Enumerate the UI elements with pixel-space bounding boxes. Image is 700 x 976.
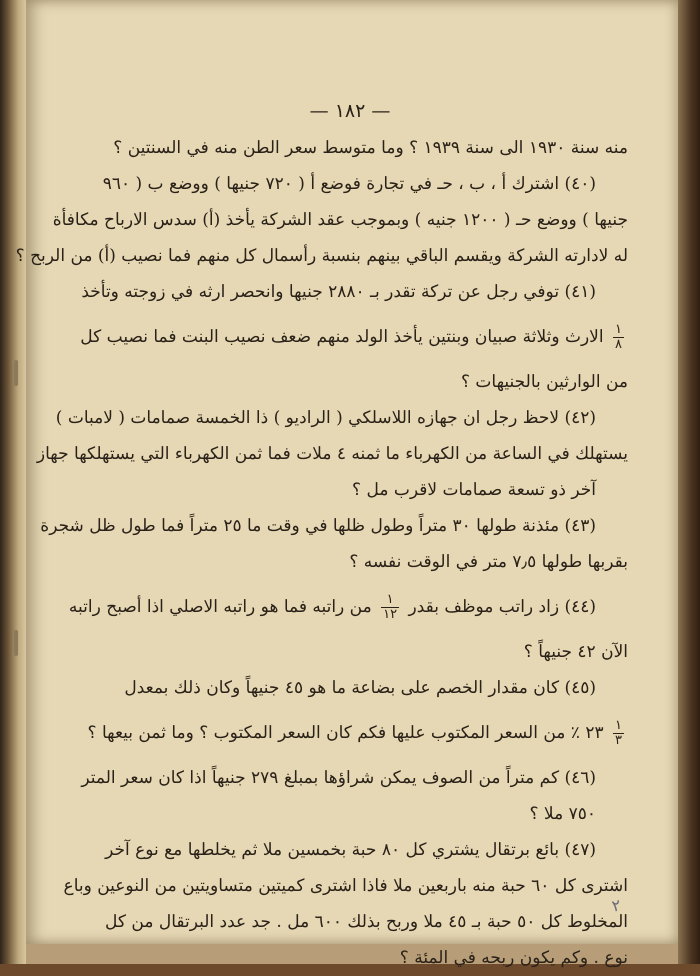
text-line: (٤١) توفي رجل عن تركة تقدر بـ ٢٨٨٠ جنيها وانحصر ارثه في زوجته وتأخذ [81, 282, 596, 302]
text-line: (٤٥) كان مقدار الخصم على بضاعة ما هو ٤٥ جنيهاً وكان ذلك بمعدل [124, 678, 596, 698]
text-line: (٤٣) مئذنة طولها ٣٠ متراً وطول ظلها في وقت ما ٢٥ متراً فما طول ظل شجرة [40, 516, 596, 536]
fraction-one-twelfth [381, 593, 399, 622]
fraction-numerator: ١ [615, 322, 622, 337]
text-segment: ٢٣ [585, 723, 604, 743]
text-line: الآن ٤٢ جنيهاً ؟ [523, 642, 628, 662]
text-line: اشترى كل ٦٠ حبة منه باربعين ملا فاذا اشترى كميتين متساويتين من النوعين وباع [63, 876, 628, 896]
fraction-one-third [613, 719, 624, 748]
page-edge-right [678, 0, 700, 964]
text-line: نوع . وكم يكون ربحه في المئة ؟ [399, 948, 628, 968]
text-segment: الارث وثلاثة صبيان وبنتين يأخذ الولد منهم ضعف نصيب البنت فما نصيب كل [80, 327, 604, 347]
text-segment: ٪ من السعر المكتوب عليها فكم كان السعر المكتوب ؟ وما ثمن بيعها ؟ [87, 723, 580, 743]
book-binding [0, 0, 26, 964]
binding-stitch [14, 360, 18, 386]
text-line: (٤٢) لاحظ رجل ان جهازه اللاسلكي ( الراديو ) ذا الخمسة صمامات ( لامبات ) [55, 408, 596, 428]
fraction-numerator: ١ [381, 593, 399, 608]
text-line-with-fraction [80, 310, 628, 364]
text-line: ٧٥٠ ملا ؟ [529, 804, 596, 824]
text-line: (٤٠) اشترك أ ، ب ، حـ في تجارة فوضع أ ( ٧٢٠ جنيها ) ووضع ب ( ٩٦٠ [102, 174, 596, 194]
fraction-denominator: ٨ [615, 337, 622, 352]
text-line: منه سنة ١٩٣٠ الى سنة ١٩٣٩ ؟ وما متوسط سعر الطن منه في السنتين ؟ [113, 138, 628, 158]
problem-text [15, 130, 628, 976]
text-line: آخر ذو تسعة صمامات لاقرب مل ؟ [352, 480, 596, 500]
text-line-with-fraction [80, 706, 628, 760]
text-line: من الوارثين بالجنيهات ؟ [460, 372, 628, 392]
text-segment: (٤٤) زاد راتب موظف بقدر [408, 597, 596, 617]
fraction-numerator: ١ [615, 718, 622, 733]
fraction-denominator: ٣ [615, 733, 622, 748]
text-line-with-fraction [68, 580, 628, 634]
text-line: (٤٦) كم متراً من الصوف يمكن شراؤها بمبلغ ٢٧٩ جنيهاً اذا كان سعر المتر [81, 768, 596, 788]
text-line: (٤٧) بائع برتقال يشتري كل ٨٠ حبة بخمسين ملا ثم يخلطها مع نوع آخر [105, 840, 596, 860]
fraction-denominator: ١٢ [383, 607, 398, 622]
text-line: المخلوط كل ٥٠ حبة بـ ٤٥ ملا وربح بذلك ٦٠٠ مل . جد عدد البرتقال من كل [105, 912, 628, 932]
text-line: يستهلك في الساعة من الكهرباء ما ثمنه ٤ ملات فما ثمن الكهرباء التي يستهلكها جهاز [36, 444, 628, 464]
fraction-one-eighth [613, 323, 624, 352]
text-line: جنيها ) ووضع حـ ( ١٢٠٠ جنيه ) وبموجب عقد الشركة يأخذ (أ) سدس الارباح مكافأة [52, 210, 628, 230]
text-line: بقربها طولها ٧٫٥ متر في الوقت نفسه ؟ [349, 552, 628, 572]
text-segment: من راتبه فما هو راتبه الاصلي اذا أصبح راتبه [68, 597, 372, 617]
page-number: — ١٨٢ — [309, 100, 391, 122]
text-line: له لادارته الشركة ويقسم الباقي بينهم بنسبة رأسمال كل منهم فما نصيب (أ) من الربح ؟ [15, 246, 628, 266]
binding-stitch [14, 630, 18, 656]
pencil-mark: ٢ [610, 895, 623, 916]
